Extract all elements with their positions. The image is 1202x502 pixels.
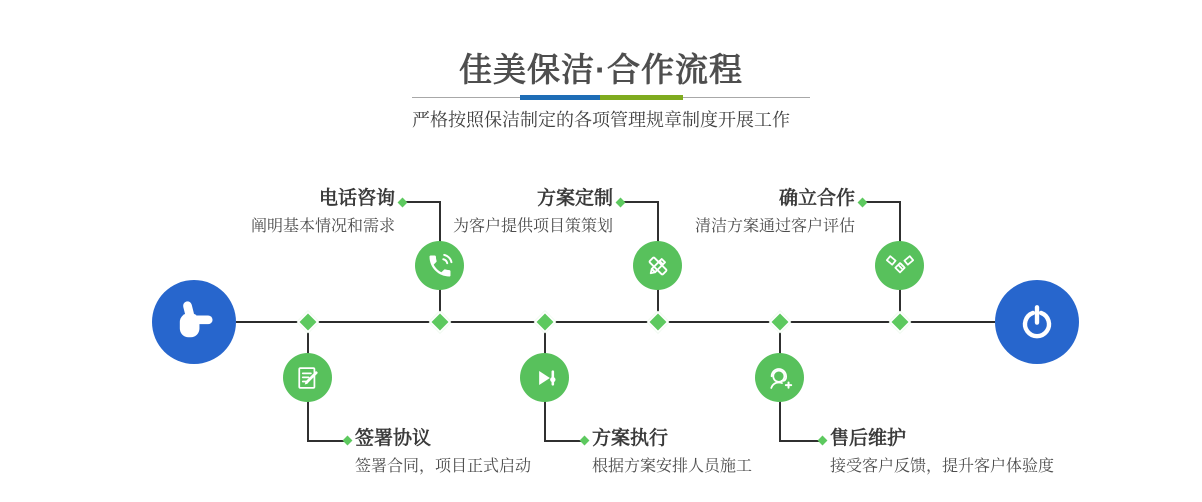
step-title: 确立合作 [778,188,855,209]
step-node-phone [415,241,464,290]
step-title: 售后维护 [830,428,907,449]
page-subtitle: 严格按照保洁制定的各项管理规章制度开展工作 [412,110,790,130]
step-node-plan [633,241,682,290]
step-desc: 清洁方案通过客户评估 [694,217,855,235]
phone-icon [426,252,454,280]
power-icon [1013,298,1061,346]
step-node-sign [283,353,332,402]
handshake-icon [886,252,914,280]
timeline-diamond [534,311,557,334]
play-execute-icon [531,364,559,392]
timeline-diamond [647,311,670,334]
divider-blue-segment [520,95,600,100]
step-title: 方案执行 [592,428,669,449]
title-divider-accent [520,95,683,100]
step-title: 方案定制 [536,188,613,209]
step-desc: 签署合同，项目正式启动 [355,457,532,475]
flow-start-node [152,280,236,364]
step-label-cooperation [595,188,855,236]
step-node-cooperation [875,241,924,290]
step-title: 电话咨询 [318,188,395,209]
timeline-diamond [297,311,320,334]
page-title: 佳美保洁·合作流程 [459,51,743,88]
step-label-aftersales [830,428,1130,476]
pointing-hand-icon [170,298,218,346]
flow-end-node [995,280,1079,364]
timeline-diamond [429,311,452,334]
divider-green-segment [600,95,683,100]
customer-service-icon [766,364,794,392]
step-label-plan [353,188,613,236]
timeline-line [236,321,995,323]
pencil-ruler-icon [644,252,672,280]
step-title: 签署协议 [355,428,432,449]
timeline-diamond [769,311,792,334]
label-diamond [858,198,868,208]
step-node-execute [520,353,569,402]
step-desc: 接受客户反馈，提升客户体验度 [830,457,1055,475]
label-diamond [343,436,353,446]
step-node-aftersales [755,353,804,402]
step-desc: 为客户提供项目策策划 [452,217,613,235]
step-desc: 根据方案安排人员施工 [592,457,753,475]
step-desc: 阐明基本情况和需求 [250,217,395,235]
timeline-diamond [889,311,912,334]
signed-document-icon [294,364,322,392]
